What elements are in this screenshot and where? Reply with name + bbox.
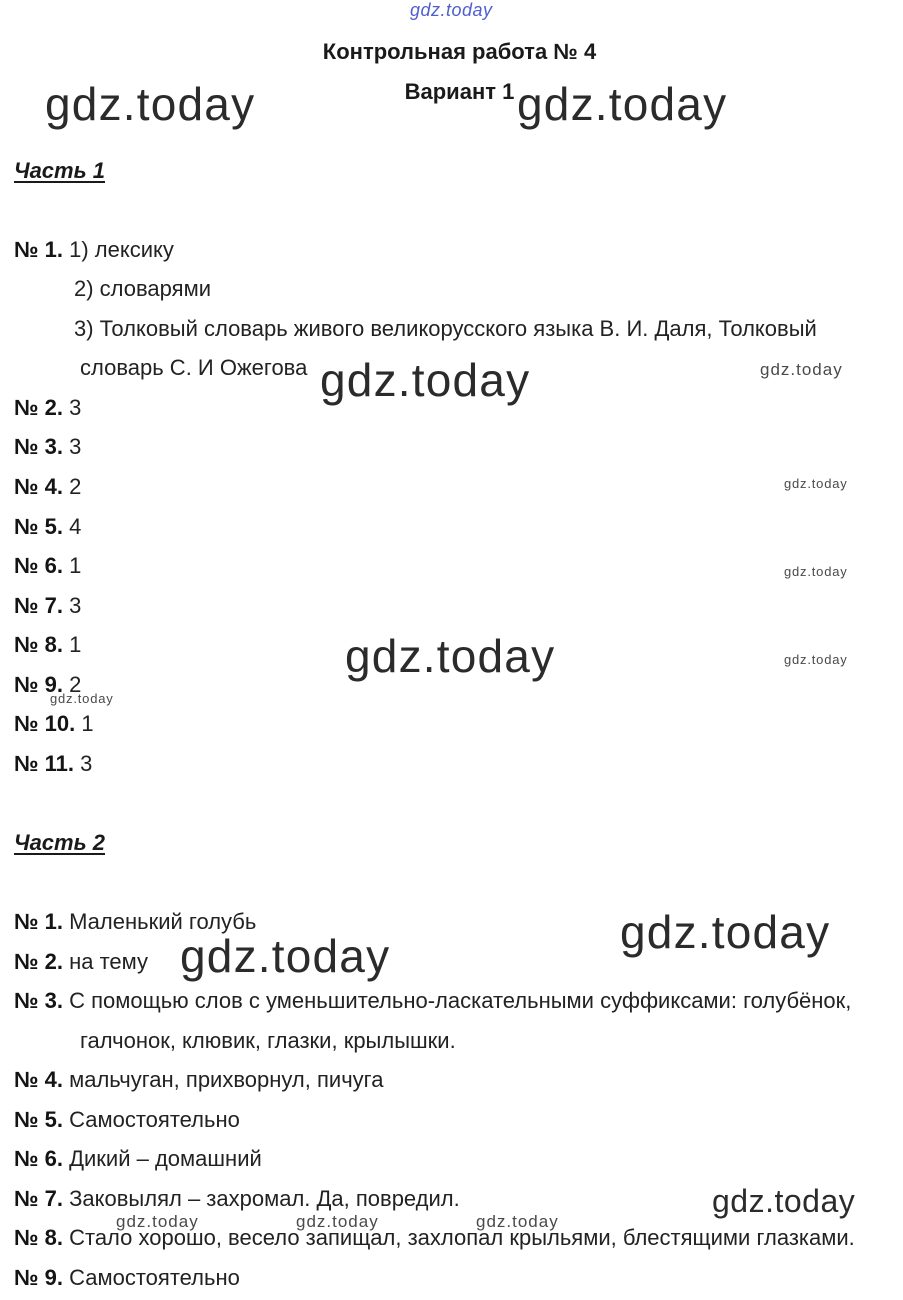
answer-number: № 9. xyxy=(14,671,63,697)
answer-text: С помощью слов с уменьшительно-ласкательными суффиксами: голубёнок, xyxy=(69,988,852,1014)
answer-text: Маленький голубь xyxy=(69,909,257,935)
answer-number: № 2. xyxy=(14,948,63,974)
answer-text: Самостоятельно xyxy=(69,1106,240,1132)
answer-number: № 11. xyxy=(14,750,75,776)
answer-number: № 1. xyxy=(14,909,63,935)
answer-item xyxy=(0,1060,903,1100)
answer-text: Дикий – домашний xyxy=(69,1146,262,1172)
answer-number: № 4. xyxy=(14,1067,63,1093)
watermark-text: gdz.today xyxy=(784,476,848,491)
answer-continuation: 3) Толковый словарь живого великорусского языка В. И. Даля, Толковый xyxy=(74,315,817,341)
answer-item xyxy=(0,704,903,744)
document-title: Контрольная работа № 4 xyxy=(322,39,597,64)
watermark-text: gdz.today xyxy=(712,1183,856,1219)
answer-item xyxy=(0,546,903,586)
watermark-text: gdz.today xyxy=(45,78,256,130)
answer-number: № 2. xyxy=(14,394,63,420)
answer-text: Стало хорошо, весело запищал, захлопал крыльями, блестящими глазками. xyxy=(69,1225,855,1251)
answer-text: 1) лексику xyxy=(69,236,174,262)
answer-item xyxy=(0,230,903,270)
answer-item xyxy=(0,1258,903,1298)
watermark-text: gdz.today xyxy=(517,78,728,130)
watermark-text: gdz.today xyxy=(784,652,848,667)
part-heading: Часть 1 xyxy=(14,157,106,183)
watermark-text: gdz.today xyxy=(620,906,831,958)
answer-item xyxy=(0,427,903,467)
answer-item xyxy=(0,507,903,547)
watermark-text: gdz.today xyxy=(784,564,848,579)
answer-item xyxy=(0,1100,903,1140)
answer-text: на тему xyxy=(69,948,149,974)
answer-number: № 8. xyxy=(14,1225,63,1251)
answer-number: № 10. xyxy=(14,711,76,737)
answer-text: 1 xyxy=(81,711,94,737)
watermark-text: gdz.today xyxy=(296,1212,379,1231)
answer-number: № 1. xyxy=(14,236,63,262)
answer-number: № 7. xyxy=(14,1185,63,1211)
watermark-text: gdz.today xyxy=(116,1212,199,1231)
answer-number: № 5. xyxy=(14,513,63,539)
answer-item xyxy=(0,744,903,784)
watermark-text: gdz.today xyxy=(476,1212,559,1231)
answer-number: № 3. xyxy=(14,434,63,460)
answer-text: 1 xyxy=(69,553,82,579)
answer-text: Самостоятельно xyxy=(69,1264,240,1290)
answer-number: № 9. xyxy=(14,1264,63,1290)
watermark-text: gdz.today xyxy=(180,930,391,982)
watermark-text: gdz.today xyxy=(760,360,843,379)
answer-text: 3 xyxy=(69,394,82,420)
watermark-text: gdz.today xyxy=(410,0,493,20)
answer-item xyxy=(0,467,903,507)
answer-item xyxy=(0,1139,903,1179)
answer-continuation: галчонок, клювик, глазки, крылышки. xyxy=(80,1027,456,1053)
answer-item xyxy=(0,981,903,1021)
answer-text: Заковылял – захромал. Да, повредил. xyxy=(69,1185,460,1211)
watermark-text: gdz.today xyxy=(345,630,556,682)
answer-continuation: словарь С. И Ожегова xyxy=(80,355,308,381)
answer-number: № 4. xyxy=(14,474,63,500)
answer-text: 1 xyxy=(69,632,82,658)
answer-text: 4 xyxy=(69,513,82,539)
answer-number: № 6. xyxy=(14,1146,63,1172)
answer-number: № 7. xyxy=(14,592,63,618)
answer-number: № 6. xyxy=(14,553,63,579)
answer-text: 3 xyxy=(69,592,82,618)
answer-text: 2 xyxy=(69,671,82,697)
watermark-text: gdz.today xyxy=(50,691,114,706)
answer-number: № 3. xyxy=(14,988,63,1014)
answer-continuation: 2) словарями xyxy=(74,276,211,302)
answer-text: мальчуган, прихворнул, пичуга xyxy=(69,1067,384,1093)
part-heading: Часть 2 xyxy=(14,829,106,855)
watermark-text: gdz.today xyxy=(320,354,531,406)
answer-text: 3 xyxy=(69,434,82,460)
answer-number: № 8. xyxy=(14,632,63,658)
variant-label: Вариант 1 xyxy=(404,78,515,104)
answer-text: 2 xyxy=(69,474,82,500)
answer-number: № 5. xyxy=(14,1106,63,1132)
answer-text: 3 xyxy=(80,750,93,776)
answer-item xyxy=(0,586,903,626)
